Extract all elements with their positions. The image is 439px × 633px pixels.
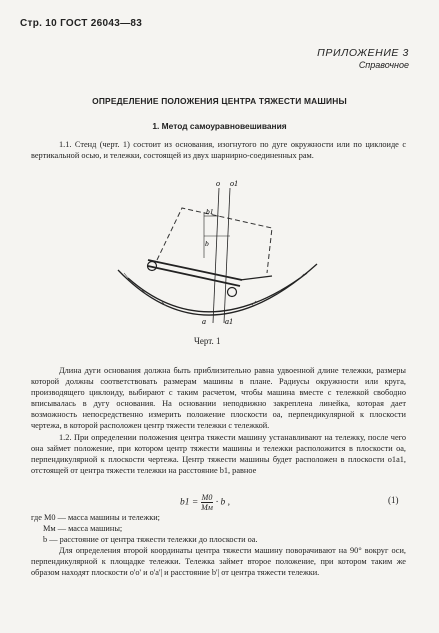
paragraph-1-1: 1.1. Стенд (черт. 1) состоит из основания, изогнутого по дуге окружности или по циклоиде с вертикальной осью, и тележки, состоящей из двух шарнирно-соединенных рам.: [31, 140, 406, 160]
legend-m0: где M0 — масса машины и тележки;: [31, 513, 160, 522]
appendix-block: [317, 47, 409, 70]
label-o: o: [216, 179, 220, 188]
section-title: 1. Метод самоуравновешивания: [152, 121, 287, 131]
formula-denominator: Mм: [201, 503, 213, 512]
base-arc-outer: [118, 264, 317, 315]
label-a: a: [202, 317, 206, 326]
appendix-subtitle: Справочное: [358, 60, 409, 70]
legend-list: [31, 513, 406, 546]
formula-1: [180, 493, 230, 512]
appendix-title: ПРИЛОЖЕНИЕ 3: [317, 47, 409, 59]
wheel-right: [228, 288, 237, 297]
paragraph-1-2: 1.2. При определении положения центра тяжести машину устанавливают на тележку, после чего она займет положение, при котором центр тяжести машины и тележки расположится в плоскости оа, перпендикулярной к плоскости чертежа. Центр тяжести машины будет расположен в плоскости о1а1, отстоящей от центра тяжести тележки на расстояние b1, равное: [31, 433, 406, 475]
paragraph-second-coordinate: Для определения второй координаты центра тяжести машину поворачивают на 90° вокруг оси, перпендикулярной к площадке тележки. Тележка займет второе положение, при котором таким же образом находят плоскости о'о' и о'а'| и расстояние b'| от центра тяжести тележки.: [31, 546, 406, 577]
label-a1: a1: [225, 317, 233, 326]
formula-numerator: M0: [201, 493, 213, 502]
machine-outline: [157, 208, 272, 273]
legend-b: b — расстояние от центра тяжести тележки до плоскости оа.: [43, 534, 258, 544]
legend-mm: Mм — масса машины;: [43, 523, 123, 533]
label-b: b: [205, 239, 209, 248]
figure-caption: Черт. 1: [194, 336, 221, 346]
page-header: Стр. 10 ГОСТ 26043—83: [20, 18, 143, 29]
formula-rhs: · b ,: [215, 497, 230, 508]
formula-lhs: b1 =: [180, 497, 199, 508]
document-title: ОПРЕДЕЛЕНИЕ ПОЛОЖЕНИЯ ЦЕНТРА ТЯЖЕСТИ МАШИНЫ: [92, 96, 347, 106]
plane-oa: [213, 188, 219, 323]
label-b1: b1: [206, 207, 214, 216]
plane-o1a1: [224, 188, 230, 323]
formula-fraction: [201, 493, 214, 512]
formula-number: (1): [388, 495, 399, 505]
cart-frame-link: [240, 276, 272, 280]
paragraph-arc-length: Длина дуги основания должна быть приблизительно равна удвоенной длине тележки, размеры которой должны соответствовать размерам машины в плане. Радиусы окружности или круга, производящего циклоиду, выбирают с таким расчетом, чтобы машина вместе с тележкой свободно вписывалась в дугу основания. На основании неподвижно закреплена линейка, которая дает возможность непосредственно измерить положение плоскости оа, перпендикулярной к плоскости чертежа, в которой расположен центр тяжести тележки с тележкой.: [31, 366, 406, 430]
label-o1: o1: [230, 179, 238, 188]
figure-drawing: [112, 178, 322, 333]
